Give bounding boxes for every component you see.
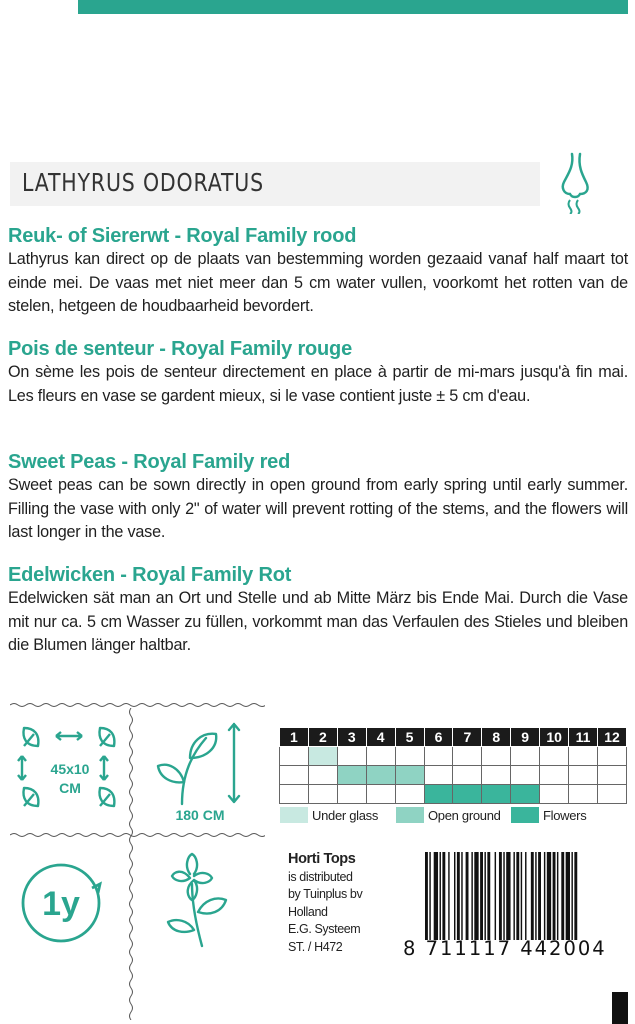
calendar-cell [453, 766, 482, 785]
calendar-cell [366, 747, 395, 766]
distributor-line: is distributed [288, 869, 353, 884]
barcode-bar [487, 852, 490, 940]
calendar-cell [540, 747, 569, 766]
barcode-bar [454, 852, 455, 940]
distributor-line: by Tuinplus bv [288, 887, 363, 901]
barcode-bar [557, 852, 558, 940]
barcode-bar [535, 852, 536, 940]
barcode-bar [425, 852, 428, 940]
barcode-bar [480, 852, 483, 940]
section-body-german: Edelwicken sät man an Ort und Stelle und ab Mitte März bis Ende Mai. Durch die Vase mit nur ca. 5 cm Wasser zu füllen, vorkommt man das Verfaulen des Stieles und bleiben die Blumen länger haltbar. [8, 589, 628, 654]
spacing-value: 45x10 [50, 761, 90, 777]
barcode-bar [547, 852, 551, 940]
barcode-bar [457, 852, 460, 940]
barcode-digits: 8 711117 442004 [403, 937, 607, 960]
calendar-cell [453, 747, 482, 766]
calendar-cell [511, 747, 540, 766]
section-english [8, 450, 628, 545]
barcode-bar [525, 852, 526, 940]
section-title-dutch: Reuk- of Siererwt - Royal Family rood [8, 225, 357, 247]
spacing-label [40, 760, 100, 798]
section-title-german: Edelwicken - Royal Family Rot [8, 564, 292, 586]
calendar-cell [424, 747, 453, 766]
calendar-cell [337, 766, 366, 785]
calendar-cell [395, 766, 424, 785]
barcode-bar [506, 852, 510, 940]
barcode-bar [440, 852, 441, 940]
calendar-cell [482, 785, 511, 804]
month-header-3: 3 [337, 728, 366, 747]
barcode-bar [471, 852, 472, 940]
divider-top [10, 702, 265, 708]
barcode-bar [521, 852, 522, 940]
calendar-cell [597, 766, 626, 785]
month-header-9: 9 [511, 728, 540, 747]
calendar-row-under-glass [280, 747, 627, 766]
barcode-bar [442, 852, 445, 940]
calendar-cell [280, 785, 309, 804]
calendar-cell [366, 785, 395, 804]
calendar-cell [308, 766, 337, 785]
legend-label-under-glass: Under glass [312, 807, 379, 823]
calendar-cell [366, 766, 395, 785]
month-header-4: 4 [366, 728, 395, 747]
height-label: 180 CM [175, 807, 225, 823]
barcode-bar [466, 852, 469, 940]
calendar-cell [453, 785, 482, 804]
calendar-cell [280, 766, 309, 785]
barcode-bar [574, 852, 577, 940]
barcode-bar [448, 852, 449, 940]
barcode-bar [553, 852, 556, 940]
calendar-cell [569, 766, 598, 785]
section-body-dutch: Lathyrus kan direct op de plaats van bestemming worden gezaaid vanaf half maart tot einde mei. De vaas met niet meer dan 5 cm water vullen, voorkomt het rotten van de stelen, hetgeen de houdbaarheid bevordert. [8, 250, 628, 315]
divider-vertical [128, 708, 134, 1020]
calendar-cell [395, 785, 424, 804]
distributor-line: ST. / H472 [288, 939, 343, 954]
barcode-bar [566, 852, 570, 940]
legend-swatch-under-glass [280, 807, 308, 823]
barcode-bar [461, 852, 462, 940]
month-header-2: 2 [308, 728, 337, 747]
section-body-french: On sème les pois de senteur directement en place à partir de mi-mars jusqu'à fin mai. Les fleurs en vase se gardent mieux, si le vase contient juste ± 5 cm d'eau. [8, 363, 628, 405]
distributor-name: Horti Tops [288, 851, 356, 867]
calendar-cell [308, 747, 337, 766]
barcode-bar [561, 852, 564, 940]
distributor-line: E.G. Systeem [288, 922, 361, 936]
section-german [8, 563, 628, 658]
annual-label: 1y [42, 885, 80, 923]
distributor-line: Holland [288, 904, 328, 919]
legend-open-ground [396, 807, 501, 823]
barcode [425, 852, 625, 942]
month-header-1: 1 [280, 728, 309, 747]
legend-under-glass [280, 807, 378, 823]
legend-swatch-flowers [511, 807, 539, 823]
spacing-unit: CM [59, 780, 81, 796]
section-title-english: Sweet Peas - Royal Family red [8, 451, 291, 473]
calendar-cell [597, 785, 626, 804]
calendar-cell [540, 785, 569, 804]
section-dutch [8, 224, 628, 319]
sowing-calendar [279, 727, 627, 804]
calendar-row-flowers [280, 785, 627, 804]
flower-icon [158, 850, 244, 950]
section-body-english: Sweet peas can be sown directly in open ground from early spring until early summer. Filling the vase with only 2" of water will prevent rotting of the stems, and the flowers will last longer in the vase. [8, 476, 628, 541]
month-header-7: 7 [453, 728, 482, 747]
annual-icon [18, 860, 104, 946]
barcode-bar [495, 852, 496, 940]
barcode-bar [484, 852, 485, 940]
calendar-cell [395, 747, 424, 766]
calendar-cell [280, 747, 309, 766]
sowing-calendar-table [279, 727, 627, 804]
latin-name: LATHYRUS ODORATUS [22, 168, 264, 197]
barcode-bar [434, 852, 438, 940]
month-header-11: 11 [569, 728, 598, 747]
top-brand-bar [78, 0, 628, 14]
month-header-8: 8 [482, 728, 511, 747]
calendar-cell [511, 766, 540, 785]
plant-height-icon [152, 720, 248, 808]
legend-flowers [511, 807, 586, 823]
calendar-cell [424, 766, 453, 785]
legend-swatch-open-ground [396, 807, 424, 823]
corner-mark [612, 992, 628, 1024]
barcode-bar [499, 852, 502, 940]
barcode-bar [429, 852, 430, 940]
barcode-bar [544, 852, 545, 940]
barcode-bar [516, 852, 519, 940]
barcode-bar [531, 852, 534, 940]
calendar-cell [337, 785, 366, 804]
calendar-cell [424, 785, 453, 804]
month-header-12: 12 [597, 728, 626, 747]
month-header-6: 6 [424, 728, 453, 747]
calendar-cell [511, 785, 540, 804]
calendar-cell [482, 747, 511, 766]
calendar-cell [308, 785, 337, 804]
calendar-row-open-ground [280, 766, 627, 785]
fragrance-icon [558, 152, 598, 214]
barcode-bar [503, 852, 504, 940]
distributor-info [288, 851, 408, 956]
calendar-cell [337, 747, 366, 766]
section-title-french: Pois de senteur - Royal Family rouge [8, 338, 353, 360]
calendar-cell [597, 747, 626, 766]
divider-middle [10, 832, 265, 838]
legend-label-flowers: Flowers [543, 807, 587, 823]
barcode-bar [538, 852, 541, 940]
calendar-cell [540, 766, 569, 785]
section-french [8, 337, 628, 408]
month-header-10: 10 [540, 728, 569, 747]
calendar-cell [569, 785, 598, 804]
barcode-bar [571, 852, 572, 940]
legend-label-open-ground: Open ground [428, 807, 501, 823]
calendar-cell [569, 747, 598, 766]
barcode-bar [474, 852, 478, 940]
barcode-bar [513, 852, 514, 940]
calendar-cell [482, 766, 511, 785]
month-header-5: 5 [395, 728, 424, 747]
